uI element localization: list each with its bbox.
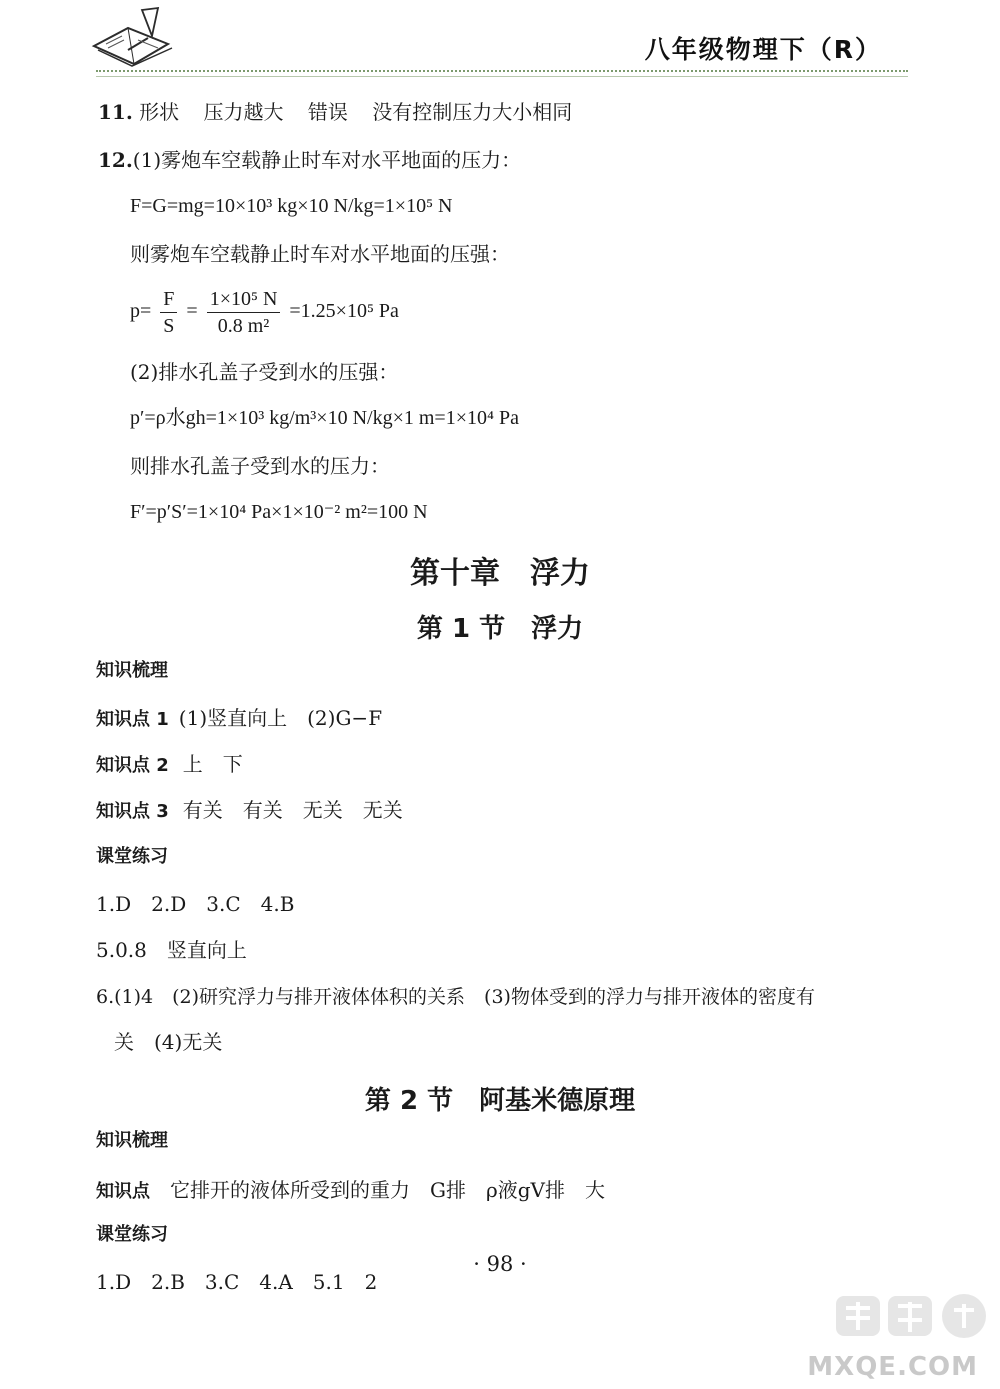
practice-heading: 课堂练习	[96, 846, 168, 867]
header-rule	[96, 70, 908, 72]
fraction-numerator: 1×10⁵ N	[207, 288, 281, 313]
practice-heading: 课堂练习	[96, 1224, 168, 1245]
book-pen-logo-icon	[88, 6, 178, 68]
answers-1-5: 1.D 2.B 3.C 4.A 5.1 2	[96, 1270, 378, 1294]
knowledge-point-text: 有关 有关 无关 无关	[182, 798, 403, 822]
running-title: 八年级物理下（R）	[644, 35, 882, 64]
answer-text: 则雾炮车空载静止时车对水平地面的压强：	[130, 242, 510, 266]
equation-water-pressure: p′=ρ水gh=1×10³ kg/m³×10 N/kg×1 m=1×10⁴ Pa	[130, 407, 519, 429]
answer-6-line-1: 6.(1)4 (2)研究浮力与排开液体体积的关系 (3)物体受到的浮力与排开液体的密度有	[96, 986, 815, 1008]
equation-pressure-force: F=G=mg=10×10³ kg×10 N/kg=1×10⁵ N	[130, 195, 453, 217]
equation-lhs: p=	[130, 300, 152, 323]
knowledge-point-label: 知识点	[96, 1181, 150, 1202]
knowledge-point-text: 上 下	[182, 752, 243, 776]
fraction	[160, 288, 177, 337]
answer-6-line-2: 关 (4)无关	[114, 1030, 223, 1054]
chapter-title: 第十章 浮力	[410, 556, 590, 591]
answer-12-part1-label	[98, 150, 521, 170]
page-number: · 98 ·	[473, 1252, 527, 1276]
answer-5: 5.0.8 竖直向上	[96, 938, 247, 962]
knowledge-point-2	[96, 754, 243, 775]
knowledge-point-text: 它排开的液体所受到的重力 G排 ρ液gV排 大	[170, 1178, 605, 1202]
equation-equals: =	[186, 300, 198, 323]
watermark-text: MXQE.COM	[807, 1352, 978, 1382]
equation-pressure	[130, 288, 399, 337]
question-number: 11.	[98, 100, 133, 124]
answer-text: 压力越大	[203, 100, 284, 124]
fraction	[207, 288, 281, 337]
answers-1-4: 1.D 2.D 3.C 4.B	[96, 892, 295, 916]
knowledge-point-label: 知识点 2	[96, 755, 169, 776]
knowledge-heading: 知识梳理	[96, 1130, 168, 1151]
fraction-denominator: 0.8 m²	[217, 315, 270, 337]
fraction-denominator: S	[163, 315, 175, 337]
knowledge-point-label: 知识点 1	[96, 709, 169, 730]
knowledge-point-1	[96, 708, 382, 729]
header-rule-solid	[96, 76, 908, 77]
answer-text: 形状	[139, 100, 180, 124]
fraction-numerator: F	[160, 288, 177, 313]
answer-text: 没有控制压力大小相同	[372, 100, 573, 124]
answer-text: 错误	[307, 100, 348, 124]
knowledge-point-label: 知识点 3	[96, 801, 169, 822]
page-header	[0, 0, 1000, 80]
question-number: 12.	[98, 148, 133, 172]
equation-rhs: =1.25×10⁵ Pa	[289, 300, 399, 323]
answer-text: 则排水孔盖子受到水的压力：	[130, 454, 390, 478]
answer-12-part2-label: (2)排水孔盖子受到水的压强：	[130, 360, 399, 384]
knowledge-point-text: (1)竖直向上 (2)G−F	[178, 706, 383, 730]
answer-text: (1)雾炮车空载静止时车对水平地面的压力：	[132, 148, 522, 172]
knowledge-point-3	[96, 800, 403, 821]
equation-water-force: F′=p′S′=1×10⁴ Pa×1×10⁻² m²=100 N	[130, 501, 428, 523]
section-title: 第 1 节 浮力	[416, 614, 584, 644]
section-title: 第 2 节 阿基米德原理	[364, 1086, 636, 1116]
knowledge-point	[96, 1180, 605, 1201]
answer-11	[98, 102, 572, 122]
knowledge-heading: 知识梳理	[96, 660, 168, 681]
